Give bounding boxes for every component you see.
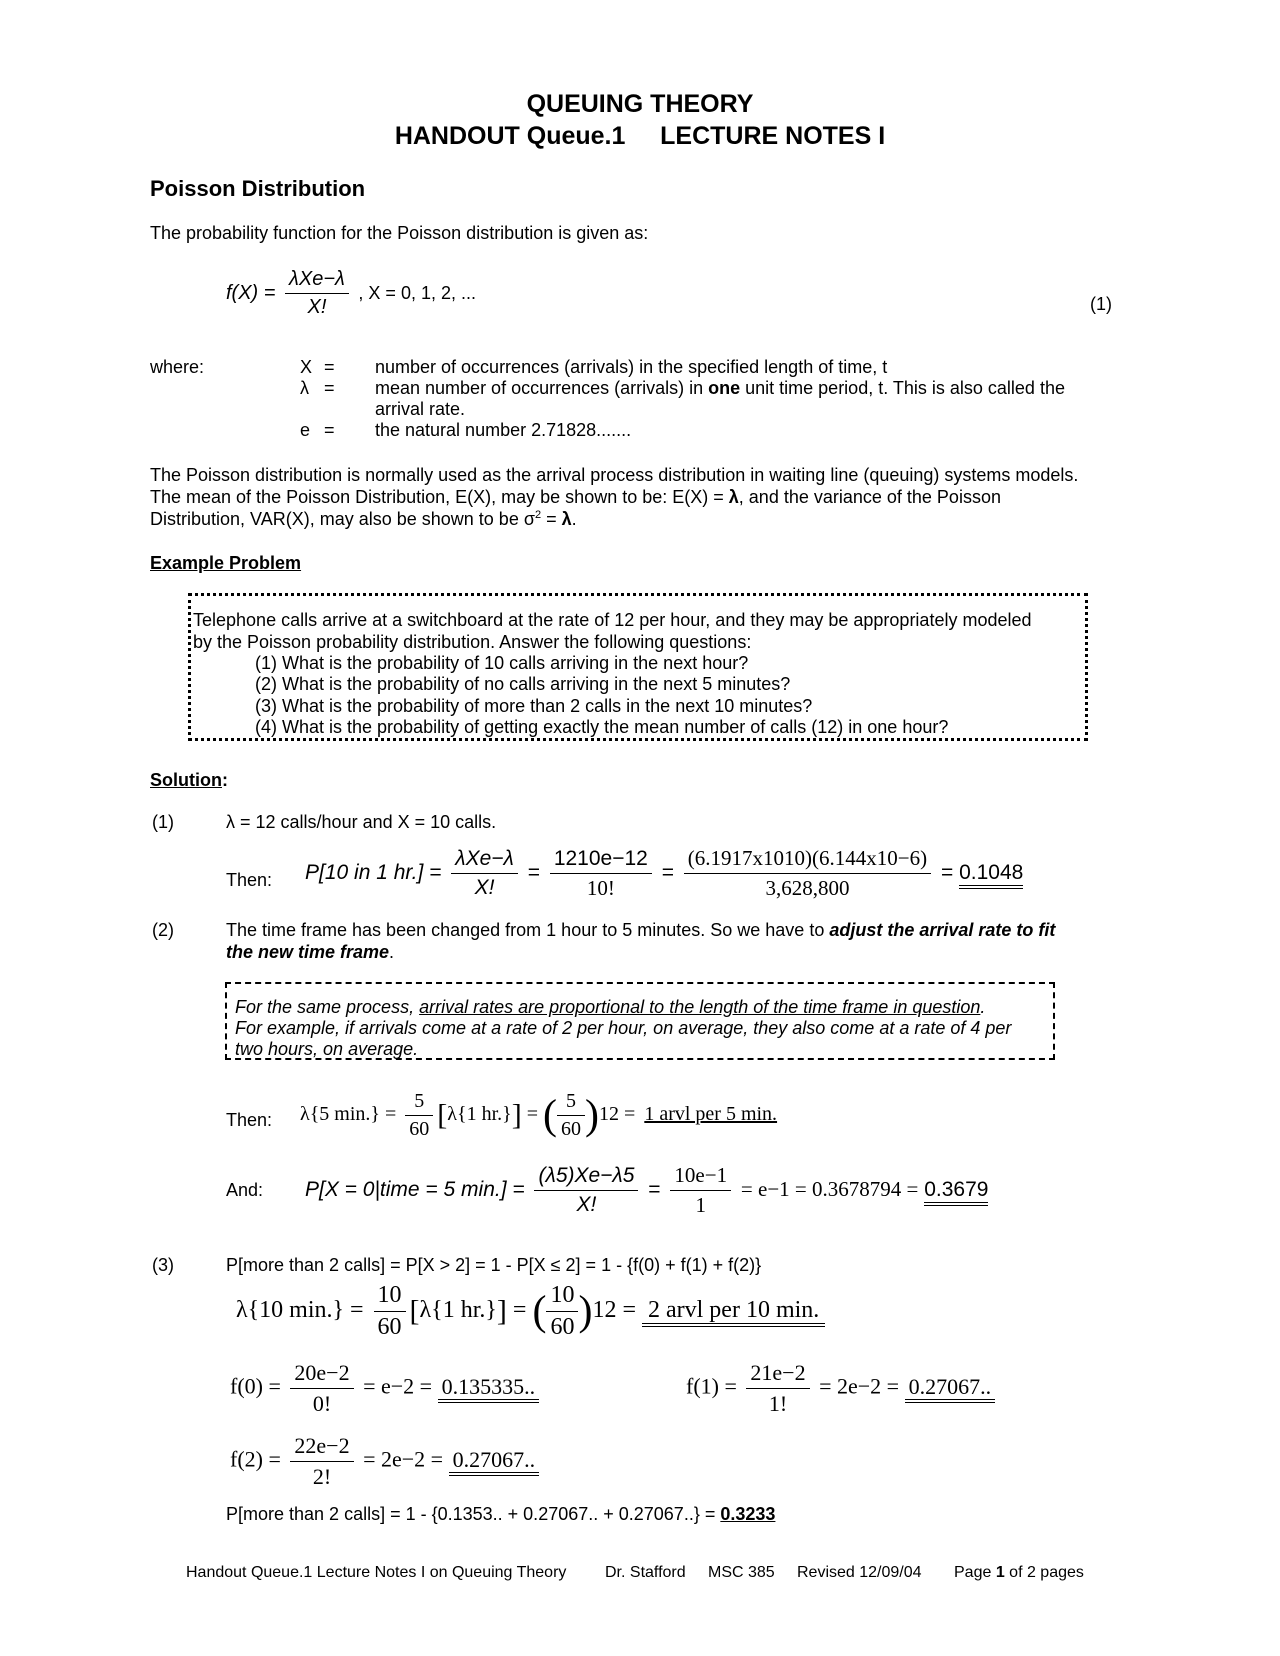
s2-text-cont: the new time frame. [226, 942, 395, 962]
final-result: 0.3233 [720, 1504, 776, 1524]
footer-page: Page 1 of 2 pages [954, 1564, 1084, 1581]
problem-question: (1) What is the probability of 10 calls arriving in the next hour? [255, 653, 749, 673]
def-equals: = [324, 378, 335, 398]
footer-course: MSC 385 [708, 1564, 775, 1581]
def-text-cont: arrival rate. [375, 399, 466, 419]
s3-lambda-formula: λ{10 min.} = $\frac{10}{60}$ [λ{1 hr.}] = ( $\frac{10}{60}$ )12 = 2 arvl per 10 min. [236, 1282, 825, 1341]
def-symbol: e [300, 420, 311, 440]
title-line-2: HANDOUT Queue.1 LECTURE NOTES I [394, 122, 886, 150]
eq1-denominator: X! [307, 296, 327, 318]
equation-label: (1) [1090, 294, 1112, 314]
problem-line-1: Telephone calls arrive at a switchboard at the rate of 12 per hour, and they may be appropriately modeled [193, 610, 1032, 630]
def-text: number of occurrences (arrivals) in the specified length of time, t [375, 357, 888, 377]
s1-formula: P[10 in 1 hr.] = $\frac{\text{λXe−λ}}{X!}$ = $\frac{1210e-12}{10!}$ = $\frac{(6.1917x1010)(6.144x10-6)}{3,628,800}$ = 0.1048 [305, 846, 1024, 900]
s2-then: Then: [226, 1110, 273, 1130]
eq1-lhs: f(X) = [226, 281, 276, 304]
s1-text: λ = 12 calls/hour and X = 10 calls. [226, 812, 497, 832]
intro-text: The probability function for the Poisson distribution is given as: [150, 223, 649, 243]
s3-number: (3) [152, 1255, 174, 1275]
def-equals: = [324, 357, 335, 377]
f2-formula: f(2) = $\frac{22e-2}{2!}$ = 2e−2 = 0.27067.. [230, 1433, 539, 1490]
problem-line-2: by the Poisson probability distribution. Answer the following questions: [193, 632, 752, 652]
s2-text: The time frame has been changed from 1 hour to 5 minutes. So we have to adjust the arrival rate to fit [226, 920, 1056, 940]
para-line-2: The mean of the Poisson Distribution, E(X), may be shown to be: E(X) = λ, and the variance of the Poisson [150, 487, 1001, 507]
final-answer: P[more than 2 calls] = 1 - {0.1353.. + 0.27067.. + 0.27067..} = 0.3233 [226, 1504, 776, 1524]
problem-question: (4) What is the probability of getting exactly the mean number of calls (12) in one hour? [255, 717, 949, 737]
s1-number: (1) [152, 812, 174, 832]
s3-text: P[more than 2 calls] = P[X > 2] = 1 - P[X ≤ 2] = 1 - {f(0) + f(1) + f(2)} [226, 1255, 762, 1275]
f1-formula: f(1) = $\frac{21e-2}{1!}$ = 2e−2 = 0.27067.. [686, 1360, 995, 1417]
s2-lambda-formula: λ{5 min.} = $\frac{5}{60}$ [λ{1 hr.}] = ( $\frac{5}{60}$ )12 = 1 arvl per 5 min. [300, 1090, 781, 1141]
eq1-domain: , X = 0, 1, 2, ... [358, 282, 476, 303]
para-line-1: The Poisson distribution is normally used as the arrival process distribution in waiting line (queuing) systems models. [150, 465, 1079, 485]
def-text: the natural number 2.71828....... [375, 420, 632, 440]
def-text: mean number of occurrences (arrivals) in one unit time period, t. This is also called the [375, 378, 1065, 398]
footer-revised: Revised 12/09/04 [797, 1564, 922, 1581]
where-label: where: [150, 357, 205, 377]
f0-result: 0.135335.. [438, 1374, 540, 1403]
s2-lambda-result: 1 arvl per 5 min. [644, 1103, 778, 1126]
box-line-1: For the same process, arrival rates are proportional to the length of the time frame in question. [235, 997, 986, 1017]
section-heading: Poisson Distribution [150, 176, 366, 201]
f1-result: 0.27067.. [905, 1374, 996, 1403]
problem-question: (2) What is the probability of no calls arriving in the next 5 minutes? [255, 674, 791, 694]
s2-prob-formula: P[X = 0|time = 5 min.] = $\frac{(\lambda 5)Xe-\lambda 5}{X!}$ = $\frac{10e-1}{1}$ = e−1 = 0.3678794 = 0.3679 [305, 1163, 989, 1217]
def-symbol: λ [300, 378, 309, 398]
equation-1 [226, 268, 476, 319]
f2-result: 0.27067.. [449, 1447, 540, 1476]
eq1-numerator: λXe−λ [285, 268, 349, 294]
example-heading: Example Problem [150, 553, 302, 573]
s1-then: Then: [226, 870, 273, 890]
s3-lambda-result: 2 arvl per 10 min. [642, 1297, 825, 1327]
s2-number: (2) [152, 920, 174, 940]
solution-heading: Solution: [150, 770, 228, 790]
box-line-3: two hours, on average. [235, 1039, 419, 1059]
box-line-2: For example, if arrivals come at a rate of 2 per hour, on average, they also come at a rate of 4 per [235, 1018, 1012, 1038]
def-symbol: X [300, 357, 313, 377]
s1-lhs: P[10 in 1 hr.] = [305, 861, 442, 885]
s2-result: 0.3679 [924, 1178, 988, 1206]
para-line-3: Distribution, VAR(X), may also be shown to be $\sigma^2 = \lambda$. [150, 509, 577, 529]
def-equals: = [324, 420, 335, 440]
s2-and: And: [226, 1180, 264, 1200]
s1-result: 0.1048 [959, 861, 1023, 889]
title-line-1: QUEUING THEORY [526, 90, 754, 118]
footer-author: Dr. Stafford [605, 1564, 686, 1581]
problem-question: (3) What is the probability of more than 2 calls in the next 10 minutes? [255, 696, 813, 716]
f0-formula: f(0) = $\frac{20e-2}{0!}$ = e−2 = 0.135335.. [230, 1360, 539, 1417]
footer-left: Handout Queue.1 Lecture Notes I on Queuing Theory [186, 1564, 567, 1581]
